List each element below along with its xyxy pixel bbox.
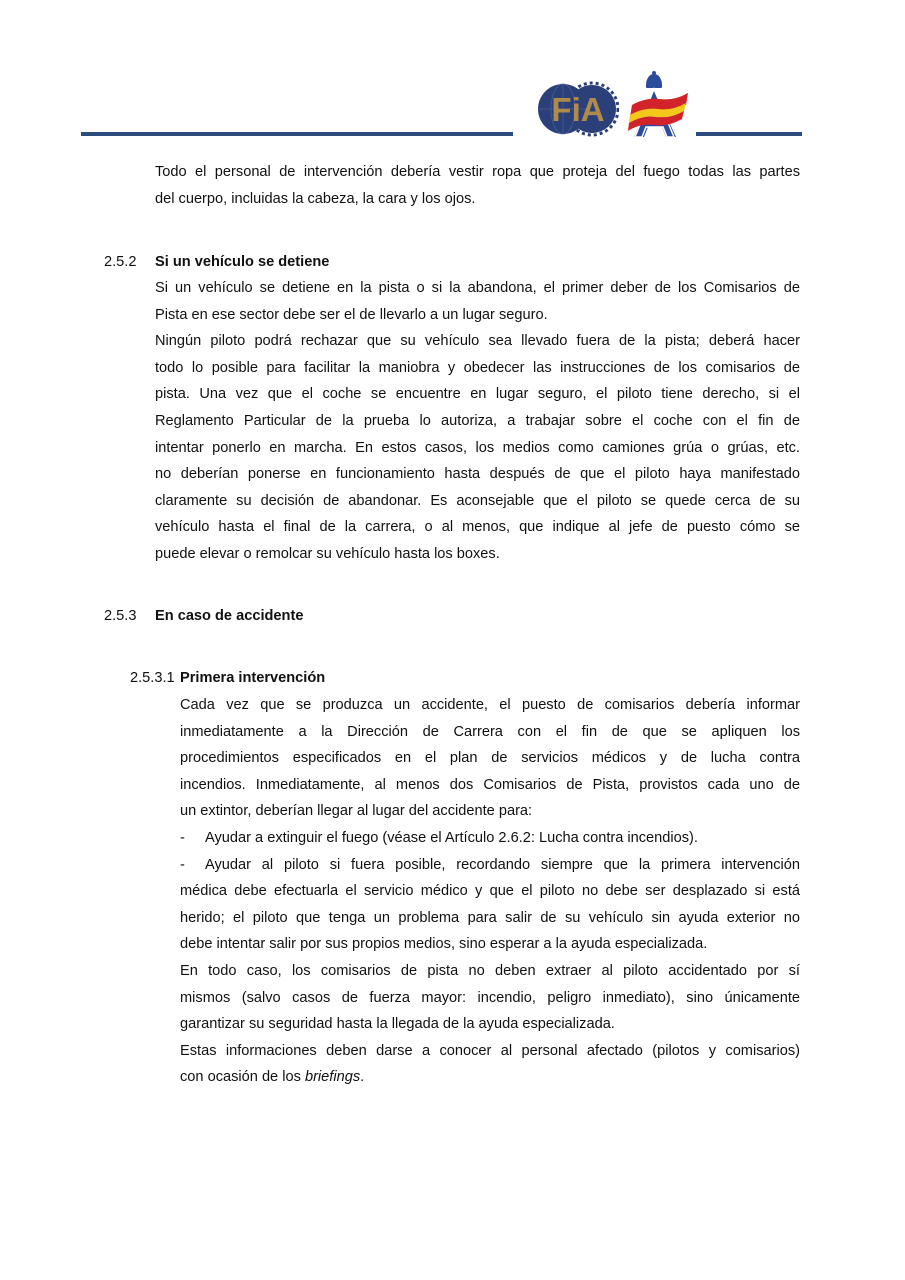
section-heading: En caso de accidente (155, 608, 304, 624)
bullet-marker: - (180, 856, 185, 873)
bullet-text: Ayudar al piloto si fuera posible, recordando siempre que la primera intervención (205, 856, 800, 873)
text-line: un extintor, deberían llegar al lugar del accidente para: (180, 803, 533, 820)
text-line: Pista en ese sector debe ser el de llevarlo a un lugar seguro. (155, 306, 548, 323)
text-line: claramente su decisión de abandonar. Es aconsejable que el piloto se quede cerca de su (155, 492, 800, 509)
fia-logo-icon (537, 80, 619, 138)
italic-term: briefings (304, 1069, 361, 1086)
text-line: Todo el personal de intervención debería vestir ropa que proteja del fuego todas las partes (155, 164, 800, 180)
text-line: pista. Una vez que el coche se encuentre en lugar seguro, el piloto tiene derecho, si el (155, 386, 800, 403)
text-line (180, 1064, 800, 1091)
text-line: debe intentar salir por sus propios medios, sino esperar a la ayuda especializada. (180, 936, 708, 953)
text-line: Cada vez que se produzca un accidente, el puesto de comisarios debería informar (180, 697, 800, 713)
rfea-logo-icon (626, 71, 690, 139)
subsection-number: 2.5.3.1 (130, 670, 175, 686)
text-line: Ningún piloto podrá rechazar que su vehículo sea llevado fuera de la pista; deberá hacer (155, 333, 800, 350)
header-rule-left (81, 132, 513, 136)
text-line: herido; el piloto que tenga un problema para salir de su vehículo sin ayuda exterior no (180, 909, 800, 926)
bullet-item (180, 852, 800, 879)
bullet-item (180, 825, 800, 852)
text-line: vehículo hasta el final de la carrera, o al menos, que indique al jefe de puesto cómo se (155, 519, 800, 536)
text-line: garantizar su seguridad hasta la llegada de la ayuda especializada. (180, 1016, 615, 1033)
section-252-body (155, 275, 800, 568)
text-line: mismos (salvo casos de fuerza mayor: incendio, peligro inmediato), sino únicamente (180, 989, 800, 1006)
section-number: 2.5.3 (104, 608, 137, 624)
header-rule-right (696, 132, 802, 136)
text-line: médica debe efectuarla el servicio médico y que el piloto no debe ser desplazado si está (180, 883, 800, 900)
text-line: no deberían ponerse en funcionamiento hasta después de que el piloto haya manifestado (155, 466, 800, 483)
text-fragment: con ocasión de los (180, 1069, 305, 1086)
text-line: Estas informaciones deben darse a conocer al personal afectado (pilotos y comisarios) (180, 1042, 800, 1059)
subsection-heading: Primera intervención (180, 670, 326, 686)
page-header (0, 0, 905, 140)
text-line: inmediatamente a la Dirección de Carrera con el fin de que se apliquen los (180, 723, 800, 740)
text-line: todo lo posible para facilitar la maniobra y obedecer las instrucciones de los comisarios de (155, 359, 800, 376)
bullet-text: Ayudar a extinguir el fuego (véase el Artículo 2.6.2: Lucha contra incendios). (205, 829, 698, 846)
text-line: incendios. Inmediatamente, al menos dos Comisarios de Pista, provistos cada uno de (180, 776, 800, 793)
text-line: puede elevar o remolcar su vehículo hasta los boxes. (155, 545, 500, 562)
text-line: del cuerpo, incluidas la cabeza, la cara y los ojos. (155, 190, 476, 207)
bullet-marker: - (180, 829, 185, 846)
text-line: Si un vehículo se detiene en la pista o si la abandona, el primer deber de los Comisarios de (155, 280, 800, 296)
section-number: 2.5.2 (104, 254, 137, 270)
text-line: intentar ponerlo en marcha. En estos casos, los medios como camiones grúa o grúas, etc. (155, 439, 800, 456)
text-line: procedimientos especificados en el plan de servicios médicos y de lucha contra (180, 750, 800, 767)
section-2531-body (180, 692, 800, 1091)
intro-paragraph (155, 159, 800, 212)
text-line: En todo caso, los comisarios de pista no deben extraer al piloto accidentado por sí (180, 962, 800, 979)
text-fragment: . (360, 1069, 365, 1086)
text-line: Reglamento Particular de la prueba lo autoriza, a trabajar sobre el coche con el fin de (155, 412, 800, 429)
section-heading: Si un vehículo se detiene (155, 254, 330, 270)
svg-text:FiA: FiA (551, 91, 605, 128)
